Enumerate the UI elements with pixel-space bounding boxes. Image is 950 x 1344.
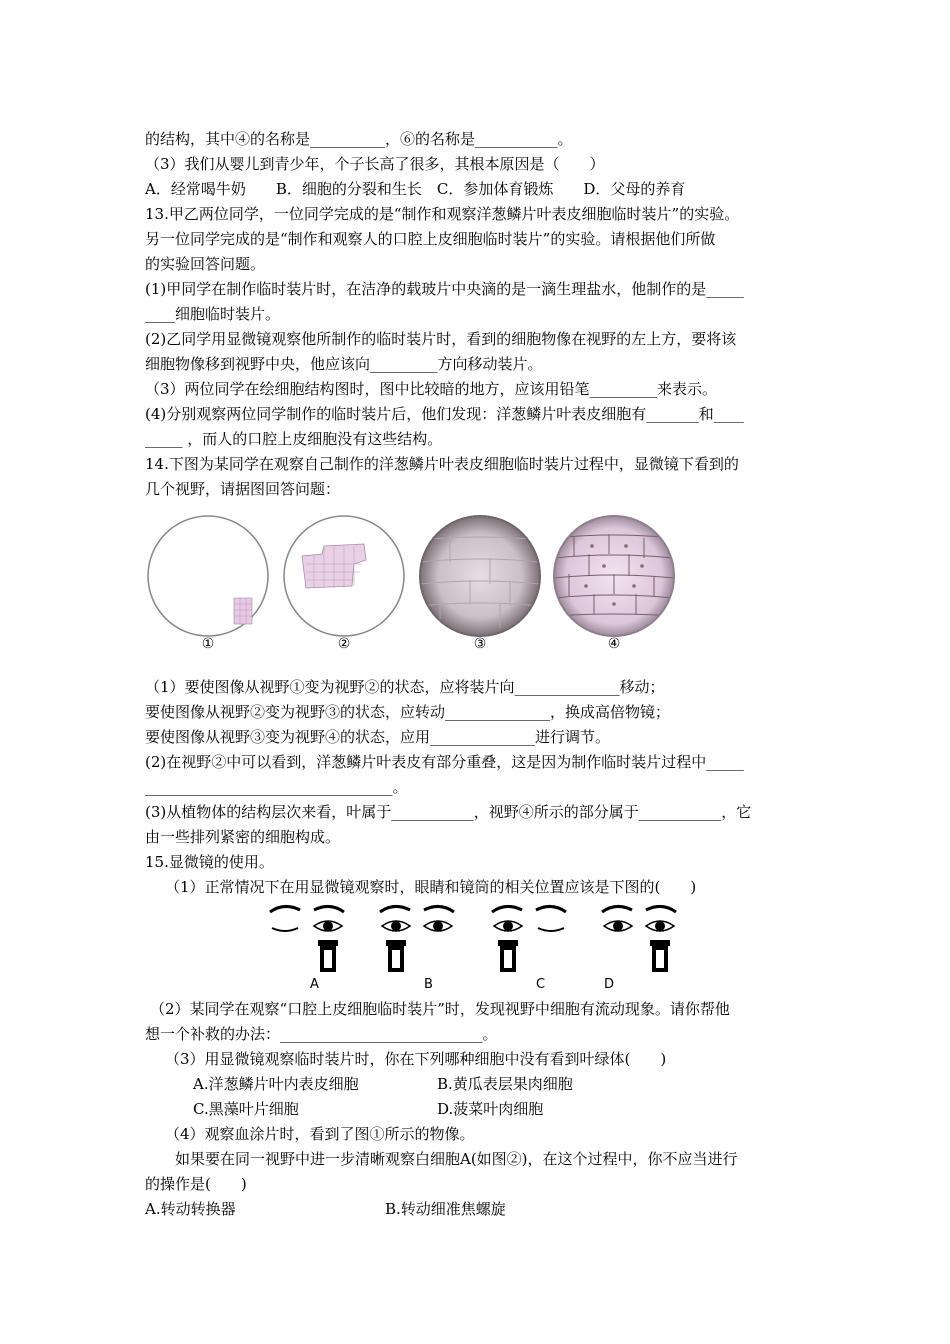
view-label: ① xyxy=(201,636,215,652)
option-b xyxy=(380,906,454,992)
choice-a: A.转动转换器 xyxy=(145,1200,236,1218)
text-line: 想一个补救的办法：___________________________。 xyxy=(145,1025,498,1043)
text-line: 几个视野，请据图回答问题： xyxy=(145,480,341,498)
question-13-title: 13.甲乙两位同学，一位同学完成的是“制作和观察洋葱鳞片叶表皮细胞临时装片”的实验。 xyxy=(145,205,740,223)
text-line: 如果要在同一视野中进一步清晰观察白细胞A(如图②)，在这个过程中，你不应当进行 xyxy=(175,1150,738,1168)
choice-b: B.黄瓜表层果肉细胞 xyxy=(437,1075,573,1093)
view-label: ② xyxy=(337,636,351,652)
text-line: 另一位同学完成的是“制作和观察人的口腔上皮细胞临时装片”的实验。请根据他们所做 xyxy=(145,230,716,248)
text-line: （2）某同学在观察“口腔上皮细胞临时装片”时，发现视野中细胞有流动现象。请你帮他 xyxy=(150,1000,730,1018)
question-15-title: 15.显微镜的使用。 xyxy=(145,853,274,871)
text-line: （1）要使图像从视野①变为视野②的状态，应将装片向______________移动； xyxy=(145,678,665,696)
text-line: （3）两位同学在绘细胞结构图时，图中比较暗的地方，应该用铅笔_________来表示。 xyxy=(145,380,718,398)
text-line: (2)乙同学用显微镜观察他所制作的临时装片时，看到的细胞物像在视野的左上方，要将该 xyxy=(145,330,737,348)
option-label: D xyxy=(604,977,615,992)
text-line: 细胞物像移到视野中央，他应该向_________方向移动装片。 xyxy=(145,355,543,373)
text-line: 的操作是( ) xyxy=(145,1175,247,1193)
text-line: 的结构，其中④的名称是__________，⑥的名称是___________。 xyxy=(145,130,573,148)
choice-d: D.菠菜叶肉细胞 xyxy=(437,1100,544,1118)
text-line: (1)甲同学在制作临时装片时，在洁净的载玻片中央滴的是一滴生理盐水，他制作的是_____ xyxy=(145,280,744,298)
eye-tube-figure xyxy=(268,900,678,992)
option-c xyxy=(492,906,566,992)
view-1 xyxy=(148,516,268,636)
text-line: 的实验回答问题。 xyxy=(145,255,266,273)
text-line: 要使图像从视野②变为视野③的状态，应转动______________，换成高倍物镜； xyxy=(145,703,671,721)
text-line: （1）正常情况下在用显微镜观察时，眼睛和镜筒的相关位置应该是下图的( ) xyxy=(165,878,697,896)
microscope-views-figure xyxy=(140,512,700,654)
text-line: 要使图像从视野③变为视野④的状态，应用______________进行调节。 xyxy=(145,728,611,746)
text-line: （3）我们从婴儿到青少年，个子长高了很多，其根本原因是（ ） xyxy=(145,155,605,173)
view-label: ③ xyxy=(473,636,487,652)
option-label: C xyxy=(536,977,546,992)
view-2 xyxy=(284,516,404,636)
view-4 xyxy=(554,516,674,636)
text-line: (3)从植物体的结构层次来看，叶属于___________，视野④所示的部分属于___________，它 xyxy=(145,803,752,821)
option-label: A xyxy=(310,977,319,992)
text-line: _____ ，而人的口腔上皮细胞没有这些结构。 xyxy=(145,430,443,448)
text-line: (4)分别观察两位同学制作的临时装片后，他们发现：洋葱鳞片叶表皮细胞有_______和____ xyxy=(145,405,744,423)
choice-b: B.转动细准焦螺旋 xyxy=(385,1200,506,1218)
text-line: _________________________________。 xyxy=(145,778,408,796)
view-label: ④ xyxy=(607,636,621,652)
text-line: (2)在视野②中可以看到，洋葱鳞片叶表皮有部分重叠，这是因为制作临时装片过程中_____ xyxy=(145,753,744,771)
option-a xyxy=(270,906,344,992)
option-label: B xyxy=(424,977,433,992)
option-d xyxy=(602,906,676,992)
text-line: ____细胞临时装片。 xyxy=(145,305,281,323)
choice-c: C.黑藻叶片细胞 xyxy=(193,1100,299,1118)
text-line: 由一些排列紧密的细胞构成。 xyxy=(145,828,341,846)
view-3 xyxy=(420,516,540,636)
text-line: （3）用显微镜观察临时装片时，你在下列哪种细胞中没有看到叶绿体( ) xyxy=(165,1050,667,1068)
choice-a: A.洋葱鳞片叶内表皮细胞 xyxy=(193,1075,359,1093)
text-line: （4）观察血涂片时，看到了图①所示的物像。 xyxy=(165,1125,475,1143)
text-line: A．经常喝牛奶 B．细胞的分裂和生长 C．参加体育锻炼 D．父母的养育 xyxy=(145,180,686,198)
question-14-title: 14.下图为某同学在观察自己制作的洋葱鳞片叶表皮细胞临时装片过程中，显微镜下看到的 xyxy=(145,455,739,473)
